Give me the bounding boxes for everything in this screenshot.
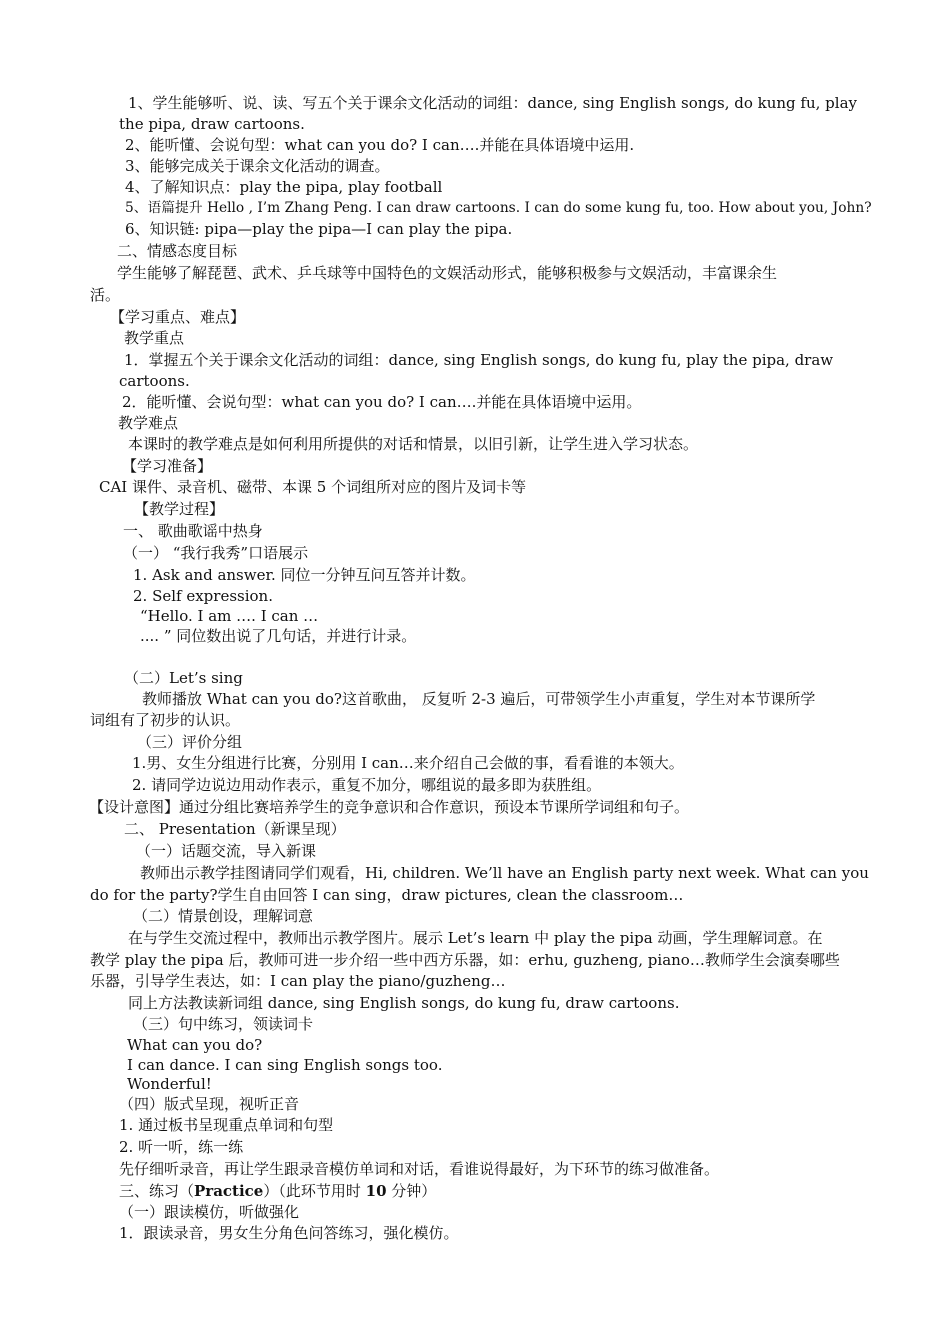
scene-paragraph-line-3: 乐器，引导学生表达，如：I can play the piano/guzheng…	[90, 972, 506, 990]
objective-1-line-1: 1、学生能够听、说、读、写五个关于课余文化活动的词组：dance, sing English songs, do kung fu, play	[128, 94, 857, 112]
affective-paragraph-line-2: 活。	[90, 286, 121, 304]
difficulty-paragraph: 本课时的教学难点是如何利用所提供的对话和情景，以旧引新，让学生进入学习状态。	[128, 435, 699, 453]
sing-paragraph-line-2: 词组有了初步的认识。	[90, 711, 241, 729]
subheading-teaching-focus: 教学重点	[124, 329, 185, 347]
scene-paragraph-line-4: 同上方法教读新词组 dance, sing English songs, do kung fu, draw cartoons.	[128, 994, 680, 1012]
step-3-heading-practice: Practice	[194, 1182, 264, 1200]
preparation-paragraph: CAI 课件、录音机、磁带、本课 5 个词组所对应的图片及词卡等	[99, 478, 527, 496]
step-3-heading	[119, 1181, 436, 1201]
expression-line-1: “Hello. I am …. I can …	[140, 607, 319, 625]
step-3-heading-prefix: 三、练习（	[119, 1182, 195, 1200]
step-1-1-heading: （一） “我行我秀”口语展示	[123, 544, 309, 562]
step-1-1-item-2: 2. Self expression.	[133, 587, 273, 605]
step-1-3-heading: （三）评价分组	[137, 733, 243, 751]
dialogue-line-1: What can you do?	[127, 1036, 263, 1054]
step-2-heading: 二、 Presentation（新课呈现）	[124, 820, 346, 838]
focus-2: 2．能听懂、会说句型：what can you do? I can….并能在具体语境中运用。	[122, 393, 642, 411]
scene-paragraph-line-1: 在与学生交流过程中，教师出示教学图片。展示 Let’s learn 中 play the pipa 动画，学生理解词意。在	[128, 929, 823, 947]
topic-paragraph-line-1: 教师出示教学挂图请同学们观看，Hi, children. We’ll have an English party next week. What can you	[140, 864, 869, 882]
expression-line-2: .... ” 同位数出说了几句话，并进行计录。	[140, 627, 417, 645]
objective-6: 6、知识链: pipa—play the pipa—I can play the pipa.	[125, 220, 513, 238]
practice-item-1: 1．跟读录音，男女生分角色问答练习，强化模仿。	[119, 1224, 459, 1242]
focus-1-line-2: cartoons.	[119, 372, 190, 390]
objective-1-line-2: the pipa, draw cartoons.	[119, 115, 305, 133]
heading-key-points: 【学习重点、难点】	[110, 308, 246, 326]
grouping-item-2: 2. 请同学边说边用动作表示，重复不加分，哪组说的最多即为获胜组。	[132, 776, 602, 794]
listening-paragraph: 先仔细听录音，再让学生跟录音模仿单词和对话，看谁说得最好，为下环节的练习做准备。	[119, 1160, 720, 1178]
sing-paragraph-line-1: 教师播放 What can you do?这首歌曲， 反复听 2-3 遍后，可带领学生小声重复，学生对本节课所学	[142, 690, 816, 708]
grouping-item-1: 1.男、女生分组进行比赛，分别用 I can…来介绍自己会做的事，看看谁的本领大。	[132, 754, 684, 772]
step-1-1-item-1: 1. Ask and answer. 同位一分钟互问互答并计数。	[133, 566, 476, 584]
step-2-1-heading: （一）话题交流，导入新课	[136, 842, 317, 860]
objective-2: 2、能听懂、会说句型：what can you do? I can….并能在具体语境中运用.	[125, 136, 635, 154]
objective-4: 4、了解知识点：play the pipa, play football	[125, 178, 443, 196]
step-2-2-heading: （二）情景创设，理解词意	[133, 907, 314, 925]
objective-5: 5、语篇提升 Hello , I’m Zhang Peng. I can draw cartoons. I can do some kung fu, too. How about you, John?	[125, 200, 872, 216]
dialogue-line-3: Wonderful!	[127, 1075, 212, 1093]
heading-preparation: 【学习准备】	[122, 457, 213, 475]
step-1-heading: 一、 歌曲歌谣中热身	[123, 522, 263, 540]
scene-paragraph-line-2: 教学 play the pipa 后，教师可进一步介绍一些中西方乐器，如：erhu, guzheng, piano…教师学生会演奏哪些	[90, 951, 840, 969]
step-2-3-heading: （三）句中练习，领读词卡	[133, 1015, 314, 1033]
step-3-1-heading: （一）跟读模仿，听做强化	[119, 1203, 300, 1221]
design-intent-1: 【设计意图】通过分组比赛培养学生的竞争意识和合作意识，预设本节课所学词组和句子。	[89, 798, 690, 816]
objective-3: 3、能够完成关于课余文化活动的调查。	[125, 157, 390, 175]
section-heading-affective: 二、情感态度目标	[117, 242, 238, 260]
step-1-2-heading: （二）Let’s sing	[124, 669, 243, 687]
affective-paragraph-line-1: 学生能够了解琵琶、武术、乒乓球等中国特色的文娱活动形式，能够积极参与文娱活动，丰富课余生	[117, 264, 778, 282]
step-3-heading-middle: ）（此环节用时	[263, 1182, 366, 1200]
board-item-2: 2. 听一听，练一练	[119, 1138, 244, 1156]
subheading-teaching-difficulty: 教学难点	[118, 414, 179, 432]
dialogue-line-2: I can dance. I can sing English songs too.	[127, 1056, 443, 1074]
topic-paragraph-line-2: do for the party?学生自由回答 I can sing，draw pictures, clean the classroom…	[90, 886, 684, 904]
step-2-4-heading: （四）版式呈现，视听正音	[119, 1095, 300, 1113]
step-3-heading-suffix: 分钟）	[386, 1182, 437, 1200]
focus-1-line-1: 1．掌握五个关于课余文化活动的词组：dance, sing English songs, do kung fu, play the pipa, draw	[124, 351, 834, 369]
board-item-1: 1. 通过板书呈现重点单词和句型	[119, 1116, 334, 1134]
heading-teaching-process: 【教学过程】	[134, 500, 225, 518]
step-3-heading-minutes: 10	[365, 1182, 387, 1200]
